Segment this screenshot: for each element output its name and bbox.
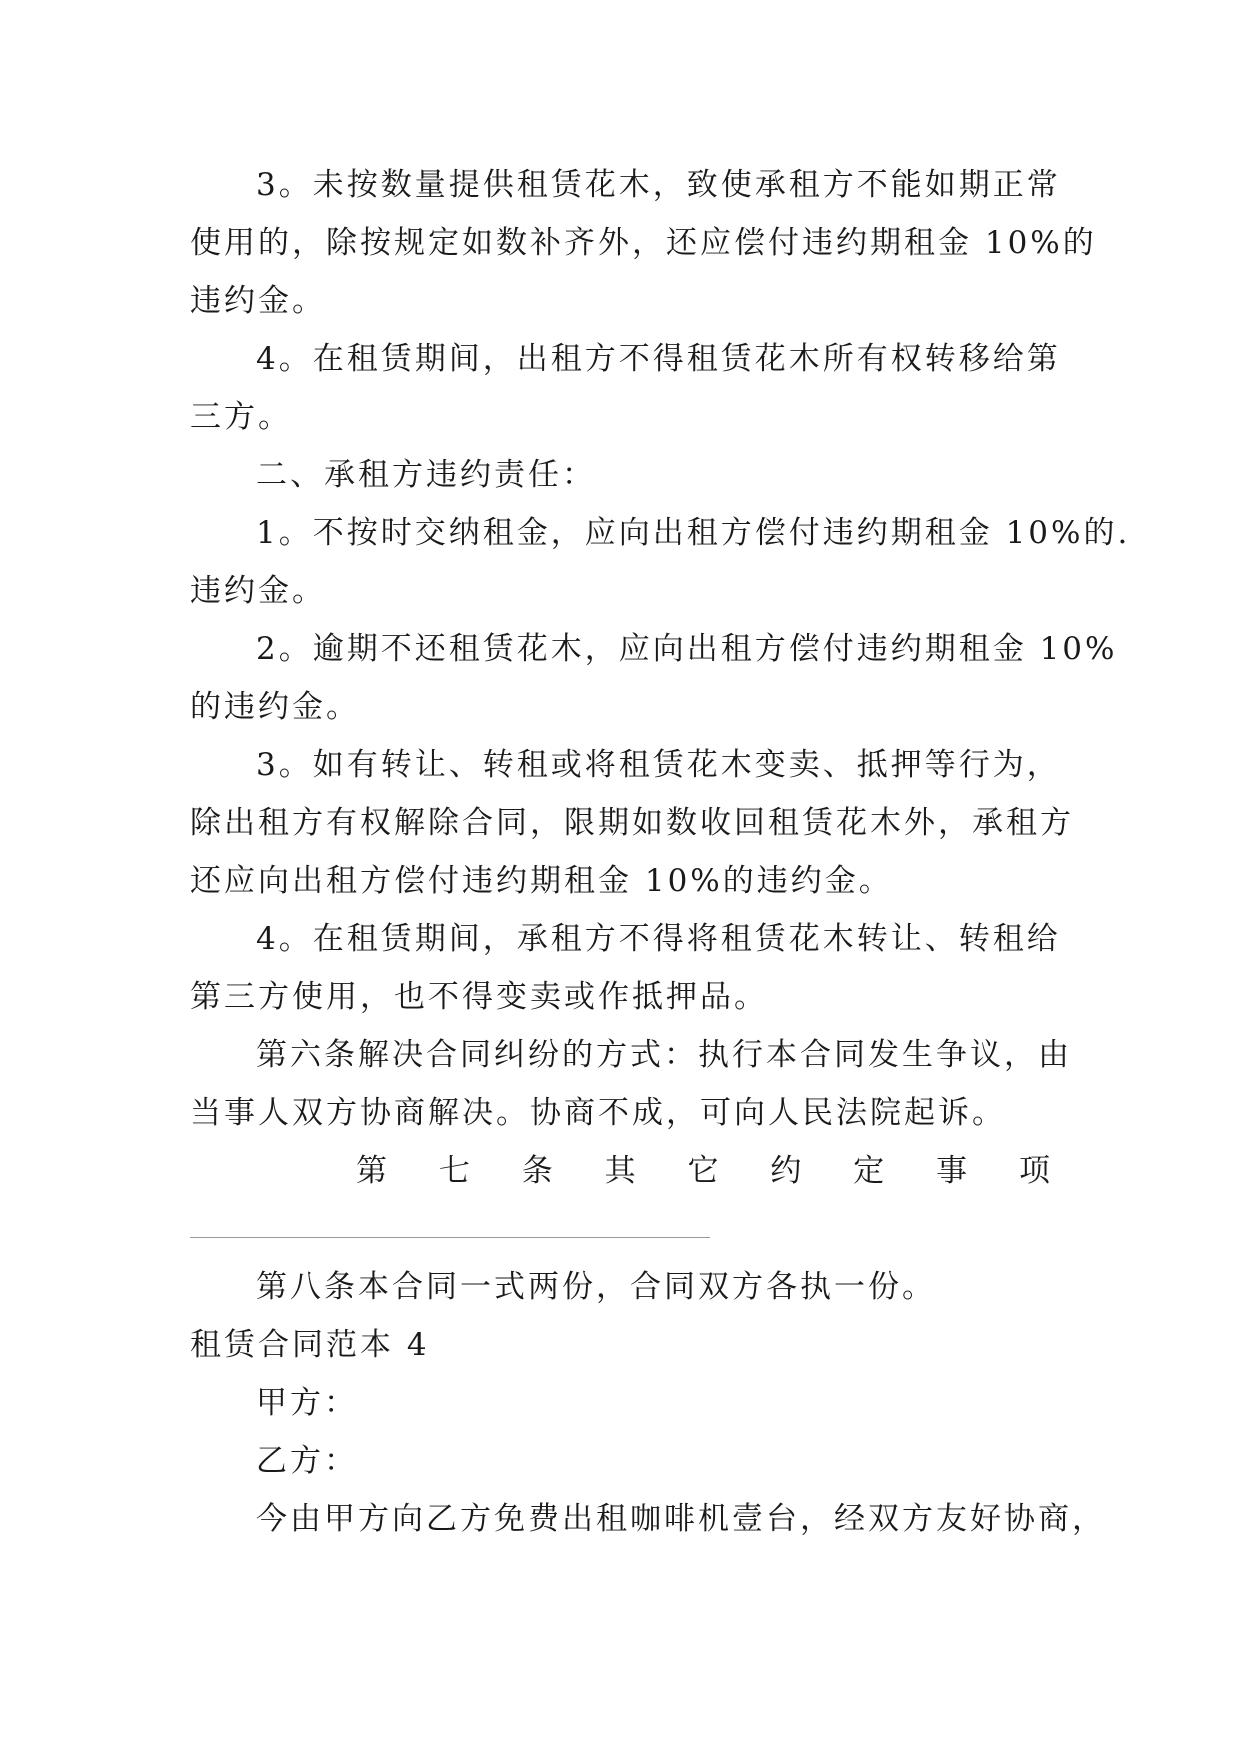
article-seven-char: 事 xyxy=(936,1153,968,1189)
article-seven-char: 它 xyxy=(687,1153,719,1189)
paragraph-line: 三方。 xyxy=(190,399,292,435)
paragraph-line: 4。在租赁期间，承租方不得将租赁花木转让、转租给 xyxy=(256,921,1061,957)
article-seven-char: 七 xyxy=(438,1153,470,1189)
article-seven-char: 第 xyxy=(356,1153,387,1189)
paragraph-line: 3。如有转让、转租或将租赁花木变卖、抵押等行为， xyxy=(256,747,1061,783)
party-a-label: 甲方： xyxy=(256,1385,358,1421)
contract-title: 租赁合同范本 4 xyxy=(190,1327,430,1363)
paragraph-line: 除出租方有权解除合同，限期如数收回租赁花木外，承租方 xyxy=(190,805,1074,841)
article-seven-char: 项 xyxy=(1019,1153,1050,1189)
paragraph-line: 4。在租赁期间，出租方不得租赁花木所有权转移给第 xyxy=(256,341,1061,377)
paragraph-line: 使用的，除按规定如数补齐外，还应偿付违约期租金 10%的 xyxy=(190,225,1097,261)
article-seven-char: 定 xyxy=(853,1153,885,1189)
paragraph-line: 违约金。 xyxy=(190,573,326,609)
article-seven-char: 条 xyxy=(521,1153,553,1189)
paragraph-line: 3。未按数量提供租赁花木，致使承租方不能如期正常 xyxy=(256,167,1061,203)
article-seven-char: 约 xyxy=(770,1153,802,1189)
article-seven-heading xyxy=(356,1151,1050,1191)
article-seven-char: 其 xyxy=(604,1153,636,1189)
paragraph-line: 今由甲方向乙方免费出租咖啡机壹台，经双方友好协商， xyxy=(256,1501,1106,1537)
paragraph-line: 2。逾期不还租赁花木，应向出租方偿付违约期租金 10% xyxy=(256,631,1118,667)
fill-in-blank-line xyxy=(190,1237,710,1238)
paragraph-line: 违约金。 xyxy=(190,283,326,319)
paragraph-line: 当事人双方协商解决。协商不成，可向人民法院起诉。 xyxy=(190,1095,1006,1131)
paragraph-line: 的违约金。 xyxy=(190,689,360,725)
paragraph-line: 第六条解决合同纠纷的方式：执行本合同发生争议，由 xyxy=(256,1037,1072,1073)
paragraph-line: 还应向出租方偿付违约期租金 10%的违约金。 xyxy=(190,863,893,899)
paragraph-line: 1。不按时交纳租金，应向出租方偿付违约期租金 10%的. xyxy=(256,515,1131,551)
paragraph-line: 第三方使用，也不得变卖或作抵押品。 xyxy=(190,979,768,1015)
party-b-label: 乙方： xyxy=(256,1443,358,1479)
section-heading: 二、承租方违约责任： xyxy=(256,457,596,493)
paragraph-line: 第八条本合同一式两份，合同双方各执一份。 xyxy=(256,1269,936,1305)
